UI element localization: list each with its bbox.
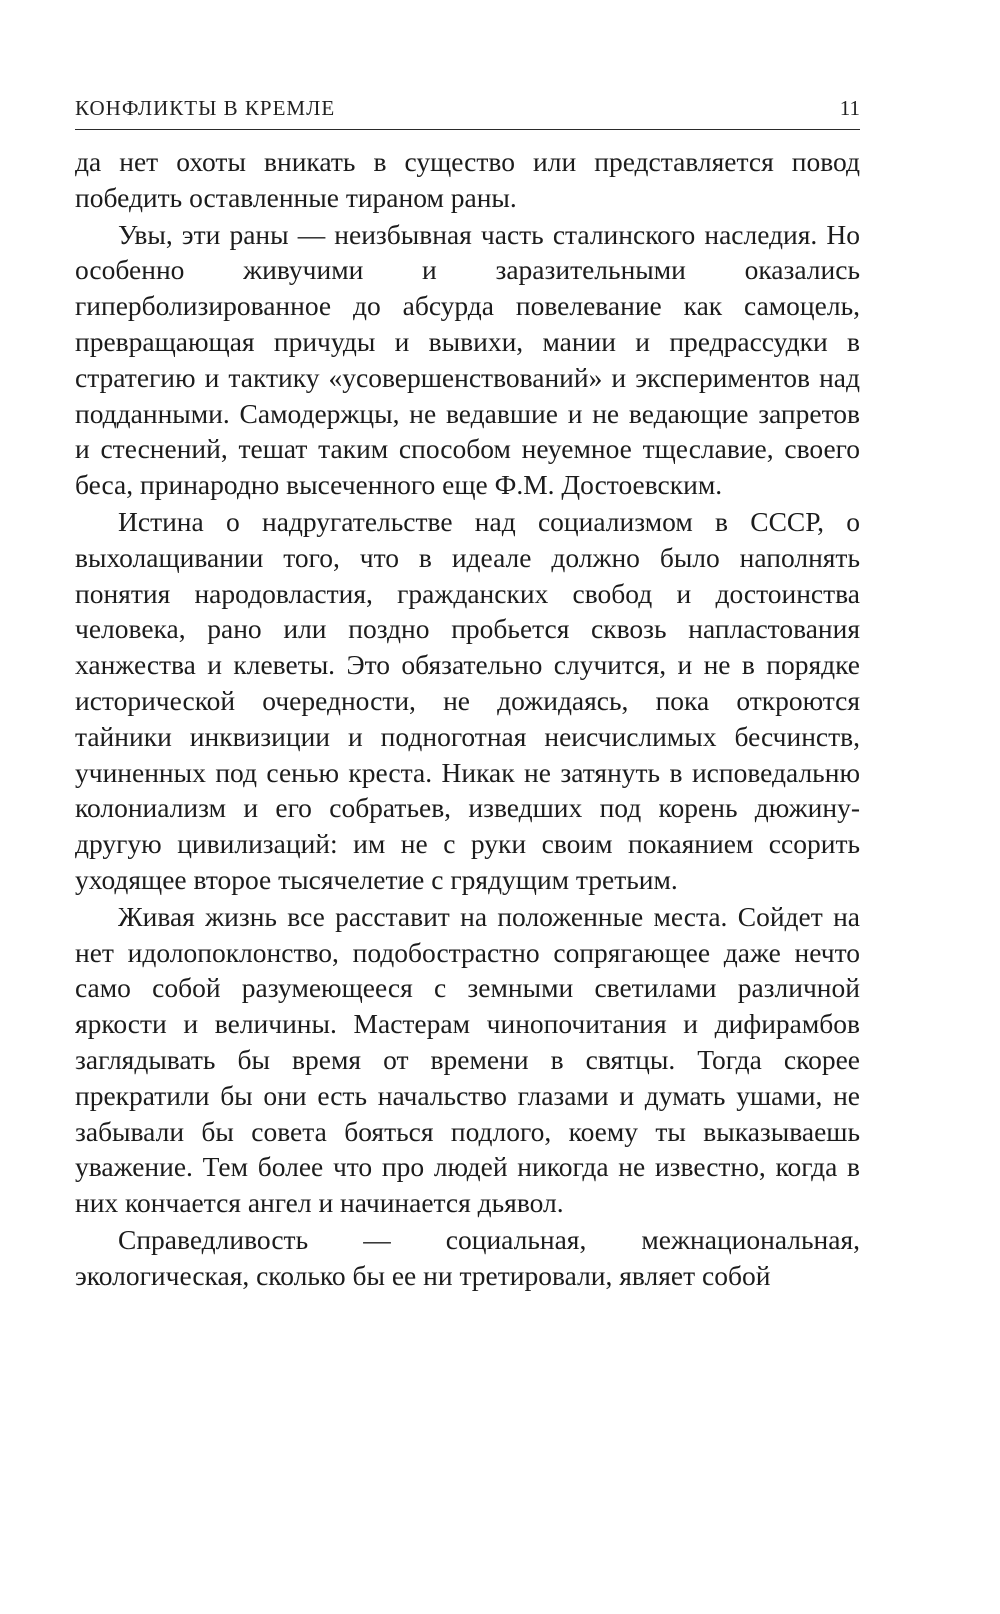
chapter-title: КОНФЛИКТЫ В КРЕМЛЕ: [75, 96, 336, 120]
running-header: [75, 96, 860, 130]
page-number: 11: [839, 96, 860, 120]
paragraph-3: Истина о надругательстве над социализмом в СССР, о выхолащивании того, что в идеале должно было наполнять понятия народовластия, гражданских свобод и достоинства человека, рано или поздно пробьется сквозь напластования ханжества и клеветы. Это обязательно случится, и не в порядке исторической очередности, не дожидаясь, пока откроются тайники инквизиции и подноготная неисчислимых бесчинств, учиненных под сенью креста. Никак не затянуть в исповедальню колониализм и его собратьев, изведших под корень дюжину-другую цивилизаций: им не с руки своим покаянием ссорить уходящее второе тысячелетие с грядущим третьим.: [75, 505, 860, 895]
paragraph-2: Увы, эти раны — неизбывная часть сталинского наследия. Но особенно живучими и заразительными оказались гиперболизированное до абсурда повелевание как самоцель, превращающая причуды и вывихи, мании и предрассудки в стратегию и тактику «усовершенствований» и экспериментов над подданными. Самодержцы, не ведавшие и не ведающие запретов и стеснений, тешат таким способом неуемное тщеславие, своего беса, принародно высеченного еще Ф.М. Достоевским.: [75, 218, 860, 501]
book-page: [75, 96, 860, 1294]
paragraph-1: да нет охоты вникать в существо или представляется повод победить оставленные тираном раны.: [75, 146, 860, 213]
body-text: [75, 144, 860, 1294]
paragraph-5: Справедливость — социальная, межнациональная, экологическая, сколько бы ее ни третировали, являет собой: [75, 1223, 860, 1291]
paragraph-4: Живая жизнь все расставит на положенные места. Сойдет на нет идолопоклонство, подобострастно сопрягающее даже нечто само собой разумеющееся с земными светилами различной яркости и величины. Мастерам чинопочитания и дифирамбов заглядывать бы время от времени в святцы. Тогда скорее прекратили бы они есть начальство глазами и думать ушами, не забывали бы совета бояться подлого, коему ты выказываешь уважение. Тем более что про людей никогда не известно, когда в них кончается ангел и начинается дьявол.: [75, 900, 860, 1219]
